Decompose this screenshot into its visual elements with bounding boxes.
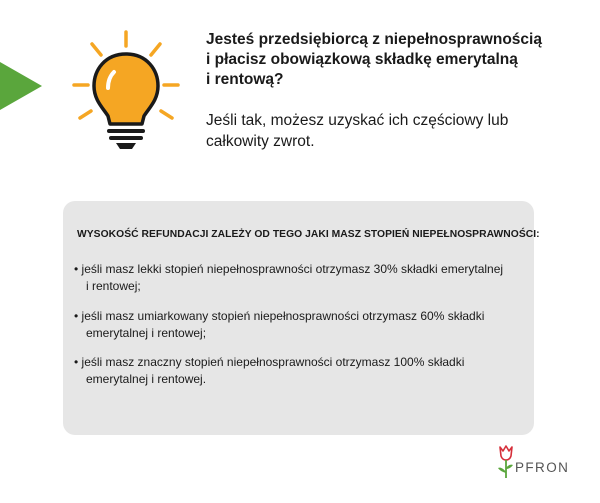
subtext (206, 110, 566, 152)
logo-text: PFRON (515, 460, 570, 475)
tulip-icon (497, 444, 515, 480)
list-item-line-2: i rentowej; (86, 279, 141, 293)
subtext-line-1: Jeśli tak, możesz uzyskać ich częściowy lub (206, 112, 509, 129)
lightbulb-icon (70, 28, 190, 158)
list-item-line-1: • jeśli masz lekki stopień niepełnosprawności otrzymasz 30% składki emerytalnej (74, 262, 504, 276)
list-item-line-1: • jeśli masz znaczny stopień niepełnosprawności otrzymasz 100% składki (74, 355, 465, 369)
list-item (74, 354, 524, 388)
headline (206, 30, 566, 90)
headline-line-2: i płacisz obowiązkową składkę emerytalną (206, 51, 518, 68)
list-item (74, 261, 524, 295)
green-arrow-icon (0, 62, 42, 110)
refund-info-panel (63, 201, 540, 435)
headline-line-3: i rentową? (206, 71, 284, 88)
list-item-line-1: • jeśli masz umiarkowany stopień niepełnosprawności otrzymasz 60% składki (74, 309, 485, 323)
headline-line-1: Jesteś przedsiębiorcą z niepełnosprawnością (206, 31, 542, 48)
panel-heading: WYSOKOŚĆ REFUNDACJI ZALEŻY OD TEGO JAKI MASZ STOPIEŃ NIEPEŁNOSPRAWNOŚCI: (77, 229, 540, 240)
list-item (74, 308, 524, 342)
list-item-line-2: emerytalnej i rentowej. (86, 372, 207, 386)
subtext-line-2: całkowity zwrot. (206, 133, 315, 150)
list-item-line-2: emerytalnej i rentowej; (86, 326, 207, 340)
pfron-logo (497, 444, 577, 480)
